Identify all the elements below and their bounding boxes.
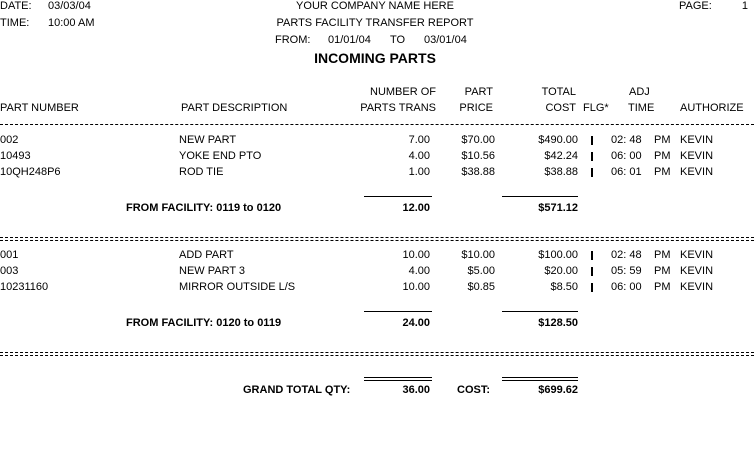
- from-label: FROM:: [275, 34, 311, 46]
- to-date: 03/01/04: [424, 34, 467, 46]
- flag-marker: [591, 267, 593, 276]
- time-value: 10:00 AM: [48, 17, 95, 29]
- subtotal-label: FROM FACILITY: 0119 to 0120: [126, 202, 282, 214]
- page-label: PAGE:: [679, 0, 712, 12]
- flag-marker: [591, 168, 593, 177]
- col-price: PRICE: [459, 102, 493, 114]
- authorize: KEVIN: [680, 134, 714, 146]
- adj-time: 05: 59: [611, 265, 642, 277]
- col-part-number: PART NUMBER: [0, 102, 79, 114]
- part-number: 003: [0, 265, 19, 277]
- cost: $490.00: [538, 134, 578, 146]
- report-title: PARTS FACILITY TRANSFER REPORT: [276, 17, 474, 29]
- from-date: 01/01/04: [328, 34, 371, 46]
- header-divider: [0, 124, 754, 125]
- col-number-of: NUMBER OF: [370, 86, 436, 98]
- price: $5.00: [467, 265, 495, 277]
- qty: 1.00: [408, 166, 430, 178]
- price: $38.88: [461, 166, 495, 178]
- part-description: MIRROR OUTSIDE L/S: [179, 281, 296, 293]
- subtotal-cost-rule: [502, 311, 578, 312]
- ampm: PM: [654, 249, 671, 261]
- grand-total-cost-label: COST:: [457, 384, 490, 396]
- grand-total-cost: $699.62: [538, 384, 578, 396]
- qty: 10.00: [402, 281, 430, 293]
- cost: $20.00: [544, 265, 578, 277]
- ampm: PM: [654, 166, 671, 178]
- cost: $38.88: [544, 166, 578, 178]
- cost: $100.00: [538, 249, 578, 261]
- col-part-description: PART DESCRIPTION: [181, 102, 288, 114]
- grand-cost-rule: [502, 377, 578, 381]
- price: $70.00: [461, 134, 495, 146]
- grand-total-qty-label: GRAND TOTAL QTY:: [243, 384, 351, 396]
- col-part: PART: [464, 86, 493, 98]
- adj-time: 06: 00: [611, 281, 642, 293]
- group-divider: [0, 352, 754, 356]
- qty: 4.00: [408, 150, 430, 162]
- subtotal-cost: $571.12: [538, 202, 578, 214]
- part-description: YOKE END PTO: [179, 150, 262, 162]
- authorize: KEVIN: [680, 249, 714, 261]
- group-divider: [0, 237, 754, 241]
- adj-time: 02: 48: [611, 134, 642, 146]
- col-cost: COST: [545, 102, 576, 114]
- to-label: TO: [390, 34, 406, 46]
- time-label: TIME:: [0, 17, 30, 29]
- col-time: TIME: [628, 102, 655, 114]
- part-number: 001: [0, 249, 19, 261]
- col-total: TOTAL: [541, 86, 576, 98]
- grand-total-qty: 36.00: [402, 384, 430, 396]
- authorize: KEVIN: [680, 150, 714, 162]
- subtotal-cost: $128.50: [538, 317, 578, 329]
- ampm: PM: [654, 281, 671, 293]
- ampm: PM: [654, 265, 671, 277]
- date-label: DATE:: [0, 0, 32, 12]
- subtotal-cost-rule: [502, 196, 578, 197]
- grand-qty-rule: [364, 377, 432, 381]
- part-number: 10493: [0, 150, 31, 162]
- ampm: PM: [654, 134, 671, 146]
- part-number: 10231160: [0, 281, 49, 293]
- qty: 4.00: [408, 265, 430, 277]
- subtotal-qty-rule: [364, 196, 432, 197]
- part-number: 002: [0, 134, 19, 146]
- adj-time: 02: 48: [611, 249, 642, 261]
- company-name: YOUR COMPANY NAME HERE: [296, 0, 454, 12]
- flag-marker: [591, 152, 593, 161]
- price: $0.85: [467, 281, 495, 293]
- part-number: 10QH248P6: [0, 166, 61, 178]
- part-description: NEW PART: [179, 134, 237, 146]
- subtotal-qty-rule: [364, 311, 432, 312]
- part-description: ROD TIE: [179, 166, 224, 178]
- col-authorize: AUTHORIZE: [680, 102, 744, 114]
- part-description: ADD PART: [179, 249, 234, 261]
- price: $10.00: [461, 249, 495, 261]
- subtotal-label: FROM FACILITY: 0120 to 0119: [126, 317, 282, 329]
- col-flag: FLG*: [583, 102, 609, 114]
- qty: 10.00: [402, 249, 430, 261]
- section-title: INCOMING PARTS: [314, 50, 436, 66]
- cost: $42.24: [544, 150, 578, 162]
- col-adj: ADJ: [629, 86, 650, 98]
- cost: $8.50: [550, 281, 578, 293]
- authorize: KEVIN: [680, 281, 714, 293]
- authorize: KEVIN: [680, 166, 714, 178]
- adj-time: 06: 01: [611, 166, 642, 178]
- authorize: KEVIN: [680, 265, 714, 277]
- subtotal-qty: 12.00: [402, 202, 430, 214]
- flag-marker: [591, 283, 593, 292]
- part-description: NEW PART 3: [179, 265, 246, 277]
- ampm: PM: [654, 150, 671, 162]
- flag-marker: [591, 251, 593, 260]
- date-value: 03/03/04: [48, 0, 91, 12]
- price: $10.56: [461, 150, 495, 162]
- page-number: 1: [741, 0, 748, 12]
- adj-time: 06: 00: [611, 150, 642, 162]
- subtotal-qty: 24.00: [402, 317, 430, 329]
- col-parts-trans: PARTS TRANS: [360, 102, 436, 114]
- qty: 7.00: [408, 134, 430, 146]
- flag-marker: [591, 136, 593, 145]
